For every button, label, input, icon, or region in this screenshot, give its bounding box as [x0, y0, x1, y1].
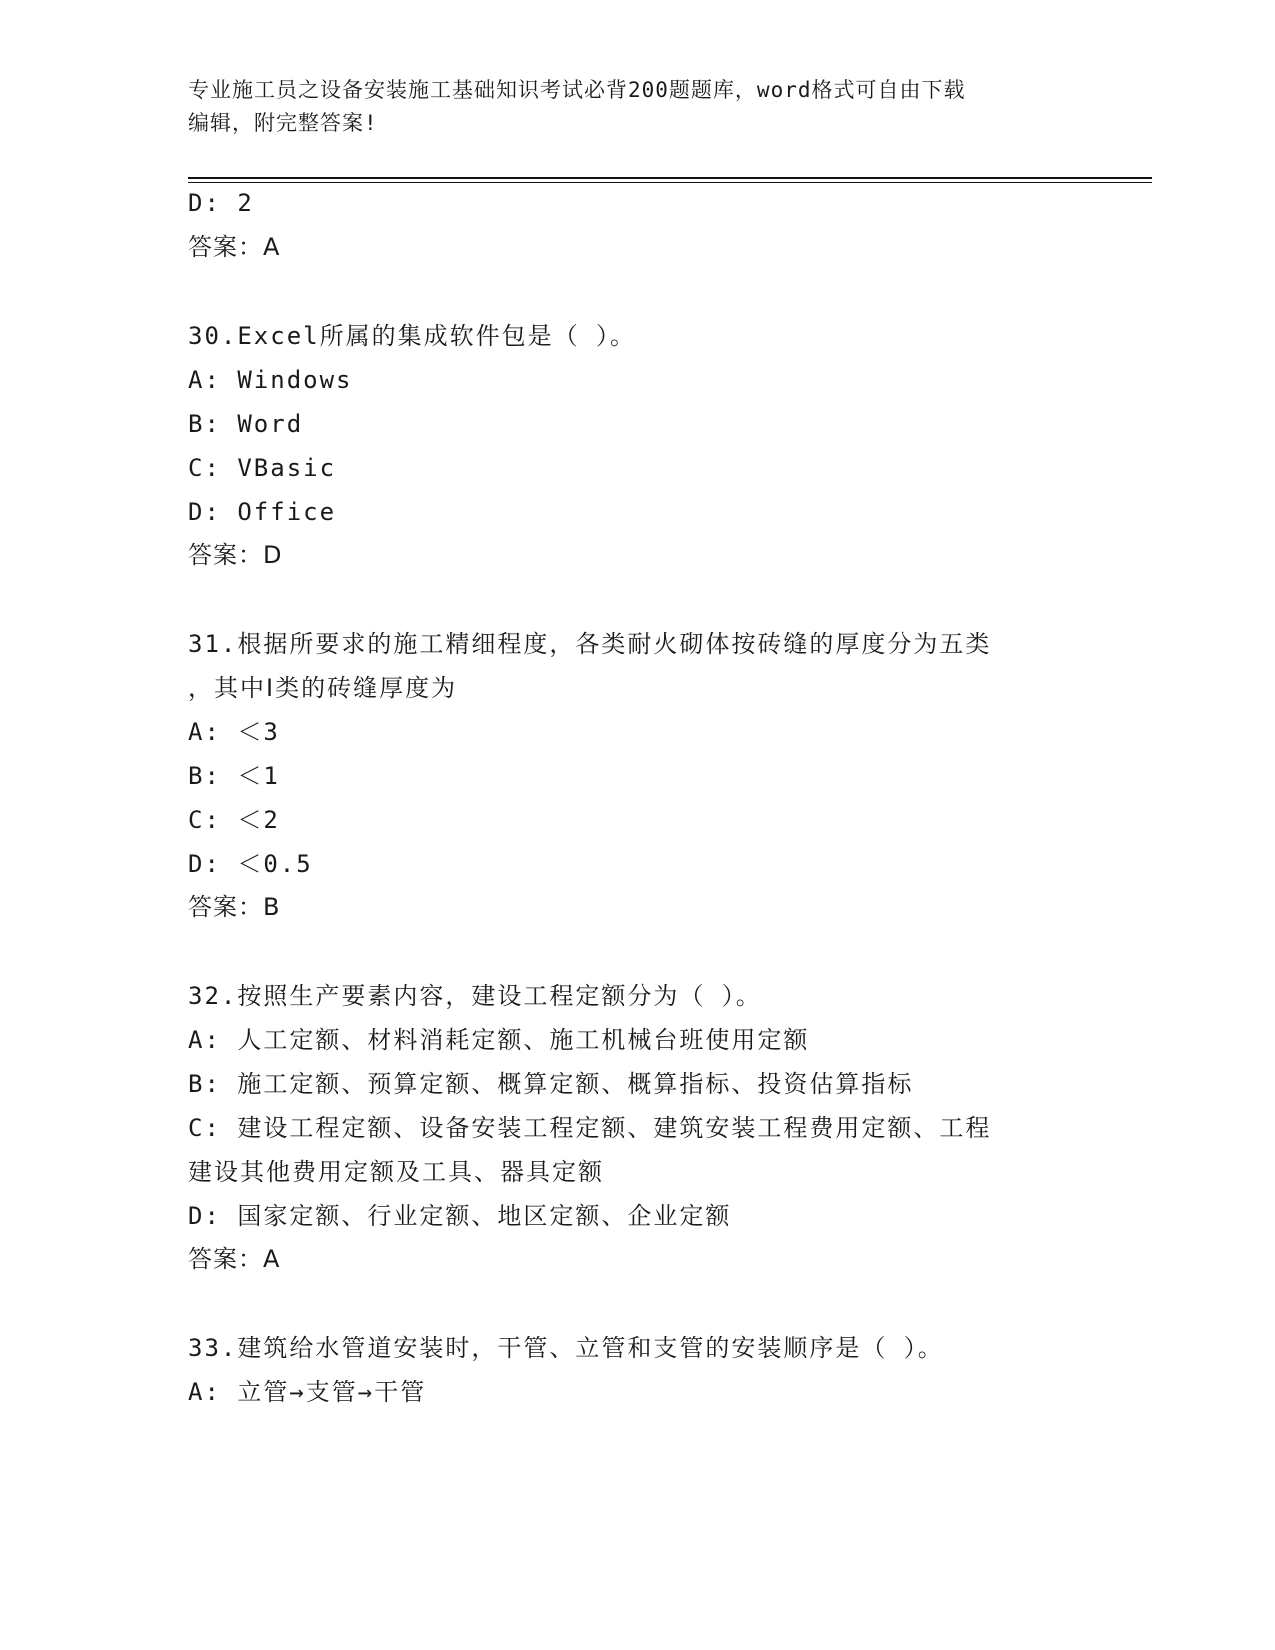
- question-32-answer: 答案：A: [188, 1245, 281, 1273]
- question-31-option-c: C: ＜2: [188, 806, 280, 834]
- question-33-stem: 33.建筑给水管道安装时，干管、立管和支管的安装顺序是（ ）。: [188, 1334, 944, 1362]
- page-header: [188, 74, 1068, 140]
- question-32-option-d: D: 国家定额、行业定额、地区定额、企业定额: [188, 1202, 732, 1230]
- question-32-option-b: B: 施工定额、预算定额、概算定额、概算指标、投资估算指标: [188, 1070, 914, 1098]
- option-d: D: 2: [188, 189, 254, 217]
- question-33-option-a: A: 立管→支管→干管: [188, 1378, 427, 1406]
- header-title-line-1: 专业施工员之设备安装施工基础知识考试必背200题题库，word格式可自由下载: [188, 78, 966, 102]
- question-30-option-d: D: Office: [188, 498, 337, 526]
- question-32-option-c-continued: 建设其他费用定额及工具、器具定额: [188, 1158, 604, 1186]
- question-32-option-a: A: 人工定额、材料消耗定额、施工机械台班使用定额: [188, 1026, 810, 1054]
- header-title-line-2: 编辑，附完整答案!: [188, 111, 378, 135]
- question-31-option-b: B: ＜1: [188, 762, 280, 790]
- question-30-answer: 答案：D: [188, 541, 283, 569]
- answer-line: 答案：A: [188, 233, 281, 261]
- question-30-option-a: A: Windows: [188, 366, 353, 394]
- question-32-stem: 32.按照生产要素内容，建设工程定额分为（ ）。: [188, 982, 762, 1010]
- question-31-option-a: A: ＜3: [188, 718, 280, 746]
- header-divider-thick: [188, 177, 1152, 179]
- question-31-stem-line-1: 31.根据所要求的施工精细程度，各类耐火砌体按砖缝的厚度分为五类: [188, 630, 992, 658]
- question-31-option-d: D: ＜0.5: [188, 850, 313, 878]
- question-30-option-b: B: Word: [188, 410, 304, 438]
- question-31-answer: 答案：B: [188, 893, 281, 921]
- header-divider-thin: [188, 182, 1152, 183]
- question-32-option-c: C: 建设工程定额、设备安装工程定额、建筑安装工程费用定额、工程: [188, 1114, 992, 1142]
- question-30-option-c: C: VBasic: [188, 454, 337, 482]
- question-30-stem: 30.Excel所属的集成软件包是（ ）。: [188, 322, 637, 350]
- question-31-stem-line-2: ，其中Ⅰ类的砖缝厚度为: [188, 674, 458, 702]
